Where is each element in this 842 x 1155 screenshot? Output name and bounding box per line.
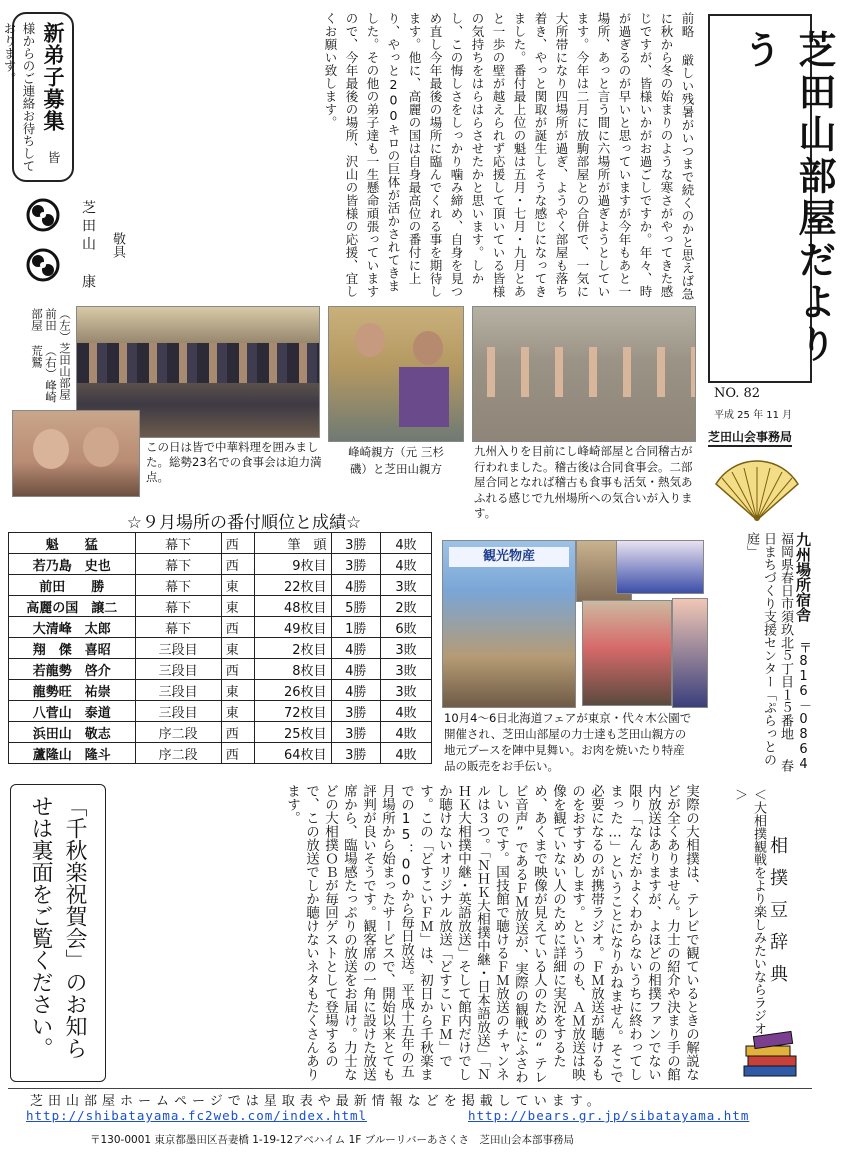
oyakata-photo — [328, 306, 464, 442]
losses-cell: 2敗 — [381, 596, 432, 617]
table-row — [9, 617, 432, 638]
rikishi-name-cell: 浜田山 敬志 — [9, 722, 136, 743]
division-cell: 三段目 — [135, 659, 221, 680]
fair-photo-4 — [582, 600, 672, 706]
wins-cell: 4勝 — [331, 680, 380, 701]
wins-cell: 3勝 — [331, 701, 380, 722]
rank-cell: 8枚目 — [254, 659, 331, 680]
losses-cell: 4敗 — [381, 533, 432, 554]
side-cell: 東 — [221, 596, 254, 617]
losses-cell: 6敗 — [381, 617, 432, 638]
division-cell: 三段目 — [135, 680, 221, 701]
side-cell: 西 — [221, 743, 254, 764]
rikishi-name-cell: 蘆隆山 隆斗 — [9, 743, 136, 764]
issue-number: NO. 82 — [714, 386, 761, 401]
side-cell: 東 — [221, 680, 254, 701]
kyushu-address: 福岡県春日市須玖北５丁目１５番地 — [778, 532, 793, 740]
kyushu-title: 九州場所宿舎 — [794, 532, 812, 622]
wrestlers-photo — [12, 410, 140, 497]
keiko-photo — [472, 306, 696, 442]
side-cell: 西 — [221, 533, 254, 554]
wins-cell: 4勝 — [331, 638, 380, 659]
table-row — [9, 743, 432, 764]
publisher: 芝田山会事務局 — [708, 428, 792, 447]
rank-cell: 49枚目 — [254, 617, 331, 638]
wins-cell: 4勝 — [331, 575, 380, 596]
rikishi-name-cell: 高麗の国 譲二 — [9, 596, 136, 617]
losses-cell: 4敗 — [381, 722, 432, 743]
division-cell: 幕下 — [135, 533, 221, 554]
side-cell: 東 — [221, 701, 254, 722]
kyushu-venue: 春日まちづくり支援センター「ぷらっとの庭」 — [744, 532, 793, 772]
division-cell: 幕下 — [135, 617, 221, 638]
wins-cell: 4勝 — [331, 659, 380, 680]
losses-cell: 4敗 — [381, 554, 432, 575]
rank-cell: 25枚目 — [254, 722, 331, 743]
rank-cell: 22枚目 — [254, 575, 331, 596]
side-cell: 東 — [221, 638, 254, 659]
issue-date: 平成 25 年 11 月 — [714, 410, 793, 421]
rikishi-name-cell: 前田 勝 — [9, 575, 136, 596]
rank-cell: 筆 頭 — [254, 533, 331, 554]
table-row — [9, 701, 432, 722]
fair-banner: 観光物産 — [449, 547, 569, 567]
masthead-box — [708, 14, 837, 383]
fair-photo-3 — [616, 540, 704, 594]
wins-cell: 3勝 — [331, 722, 380, 743]
wins-cell: 3勝 — [331, 743, 380, 764]
oyakata-caption: 峰崎親方（元 三杉磯）と芝田山親方 — [348, 445, 444, 476]
dictionary-body: 実際の大相撲は、テレビで観ているときの解説などが全くありません。力士の紹介や決まり手の館内放送はありますが、よほどの相撲ファンでない限り「なんだかよくわからないうちに終わってしまった…」ということになりかねません。そこで必要になるのが携帯ラジオ。ＦＭ放送が聴けるものをおすすめします。というのも、ＡＭ放送は映像を観ていない人のために詳細に実況をするため、あくまで映像が見えている人のための“テレビ音声”であるＦＭ放送が、実際の観戦にふさわしいのです。国技館で聴けるＦＭ放送のチャンネルは３つ。「ＮＨＫ大相撲中継・日本語放送」「ＮＨＫ大相撲中継・英語放送」そして館内だけでしか聴けないオリジナル放送「どすこいＦＭ」です。この「どすこいＦＭ」は、初日から千秋楽までの15：00から毎日放送。平成十五年の五月場所から始まったサービスで、開始以来とても評判が良いそうです。観客席の一角に設けた放送席から、臨場感たっぷりの放送をお届け。力士などの大相撲ＯＢが毎回ゲストとして登場するので、この放送でしか聴けないネタもたくさんあります。 — [284, 784, 699, 1084]
kyushu-postal: 〒816－0864 — [796, 641, 811, 772]
rank-cell: 48枚目 — [254, 596, 331, 617]
division-cell: 三段目 — [135, 701, 221, 722]
table-row — [9, 722, 432, 743]
rikishi-name-cell: 魁 猛 — [9, 533, 136, 554]
losses-cell: 4敗 — [381, 743, 432, 764]
photo-side-caption: （左）芝田山部屋 前田 （右）峰崎部屋 荒鷲 — [30, 308, 72, 403]
losses-cell: 3敗 — [381, 659, 432, 680]
recruit-box — [2, 12, 74, 182]
rank-cell: 72枚目 — [254, 701, 331, 722]
losses-cell: 3敗 — [381, 638, 432, 659]
footer-divider — [8, 1088, 812, 1089]
banzuke-table — [8, 532, 432, 764]
table-row — [9, 596, 432, 617]
fair-photo-1 — [442, 540, 576, 708]
side-cell: 西 — [221, 554, 254, 575]
side-cell: 西 — [221, 659, 254, 680]
table-row — [9, 680, 432, 701]
books-icon — [740, 1030, 802, 1080]
division-cell: 序二段 — [135, 743, 221, 764]
table-row — [9, 554, 432, 575]
masthead-title: 芝田山部屋だよりう — [737, 30, 837, 366]
division-cell: 幕下 — [135, 554, 221, 575]
letter-signature: 芝田山 康 — [80, 200, 96, 292]
table-row — [9, 659, 432, 680]
losses-cell: 3敗 — [381, 575, 432, 596]
notice-box — [10, 784, 106, 1082]
side-cell: 東 — [221, 575, 254, 596]
losses-cell: 4敗 — [381, 701, 432, 722]
rikishi-name-cell: 龍勢旺 祐崇 — [9, 680, 136, 701]
dictionary-title: 相撲豆辞典 — [767, 836, 788, 996]
sumo-crest-icon — [24, 196, 62, 234]
division-cell: 序二段 — [135, 722, 221, 743]
side-cell: 西 — [221, 617, 254, 638]
fair-photo-5 — [672, 598, 708, 708]
wins-cell: 3勝 — [331, 554, 380, 575]
table-row — [9, 533, 432, 554]
banzuke-heading: ☆９月場所の番付順位と成績☆ — [126, 513, 362, 533]
folding-fan-icon — [712, 462, 802, 524]
footer-text: 芝田山部屋ホームページでは星取表や最新情報などを掲載しています。 — [30, 1094, 605, 1109]
rank-cell: 2枚目 — [254, 638, 331, 659]
fair-caption: 10月4～6日北海道フェアが東京・代々木公園で開催され、芝田山部屋の力士達も芝田山親方の地元ブースを陣中見舞い。お肉を焼いたり特産品の販売をお手伝い。 — [444, 711, 692, 773]
rikishi-name-cell: 若龍勢 啓介 — [9, 659, 136, 680]
homepage-link[interactable]: http://shibatayama.fc2web.com/index.html — [26, 1108, 368, 1123]
side-cell: 西 — [221, 722, 254, 743]
rikishi-name-cell: 大清峰 太郎 — [9, 617, 136, 638]
division-cell: 幕下 — [135, 596, 221, 617]
recruit-body: 皆様からのご連絡お待ちしております。 — [2, 22, 61, 172]
keiko-caption: 九州入りを目前にし峰崎部屋と合同稽古が行われました。稽古後は合同食事会。二部屋合同となれば稽古も食事も活気・熱気あふれる感じで九州場所への気合いが入ります。 — [474, 444, 693, 520]
table-row — [9, 638, 432, 659]
table-row — [9, 575, 432, 596]
sumo-crest-icon — [24, 246, 62, 284]
wins-cell: 3勝 — [331, 533, 380, 554]
rank-cell: 9枚目 — [254, 554, 331, 575]
rikishi-name-cell: 翔 傑 喜昭 — [9, 638, 136, 659]
division-cell: 三段目 — [135, 638, 221, 659]
losses-cell: 3敗 — [381, 680, 432, 701]
letter-body: 前略 厳しい残暑がいつまで続くのかと思えば急に秋から冬の始まりのような寒さがやってきた感じですが、皆様いかがお過ごしですか。年々、時が過ぎるのが早いと思っていますが今年もあと一場所、あっと言う間に六場所が過ぎようとしています。今年は二月に放駒部屋との合併で、一気に大所帯になり四場所が過ぎ、ようやく部屋も落ち着き、やっと関取が誕生しそうな感じになってきました。番付最上位の魁は五月・七月・九月とあと一歩の壁が越えられず応援して頂いている皆様の気持ちをはらはらさせたかと思います。しかし、この悔しさをしっかり噛み締め、自身を見つめ直し今年最後の場所に臨んでくれる事を期待します。他に、高麗の国は自身最高位の番付に上り、やっと200キロの巨体が活かされてきました。その他の弟子達も一生懸命頑張っていますので、今年最後の場所、沢山の皆様の応援、宜しくお願い致します。 — [323, 12, 695, 301]
letter-closing: 敬具 — [110, 232, 125, 258]
wins-cell: 5勝 — [331, 596, 380, 617]
bears-link[interactable]: http://bears.gr.jp/sibatayama.htm — [468, 1108, 750, 1123]
dictionary-subtitle: ＜大相撲観戦をより楽しみたいならラジオ＞ — [732, 788, 766, 1035]
dinner-caption: この日は皆で中華料理を囲みました。総勢23名での食事会は迫力満点。 — [146, 440, 322, 484]
division-cell: 幕下 — [135, 575, 221, 596]
rank-cell: 64枚目 — [254, 743, 331, 764]
wins-cell: 1勝 — [331, 617, 380, 638]
rikishi-name-cell: 八菅山 泰道 — [9, 701, 136, 722]
notice-text: 「千秋楽祝賀会」のお知らせは裏面をご覧ください。 — [28, 795, 87, 1059]
rank-cell: 26枚目 — [254, 680, 331, 701]
rikishi-name-cell: 若乃島 史也 — [9, 554, 136, 575]
recruit-heading: 新弟子募集 — [41, 22, 65, 132]
kyushu-lodging — [692, 532, 812, 772]
footer-address: 〒130-0001 東京都墨田区吾妻橋 1-19-12アベハイム 1F ブルーリバーあさくさ 芝田山会本部事務局 — [90, 1134, 574, 1146]
